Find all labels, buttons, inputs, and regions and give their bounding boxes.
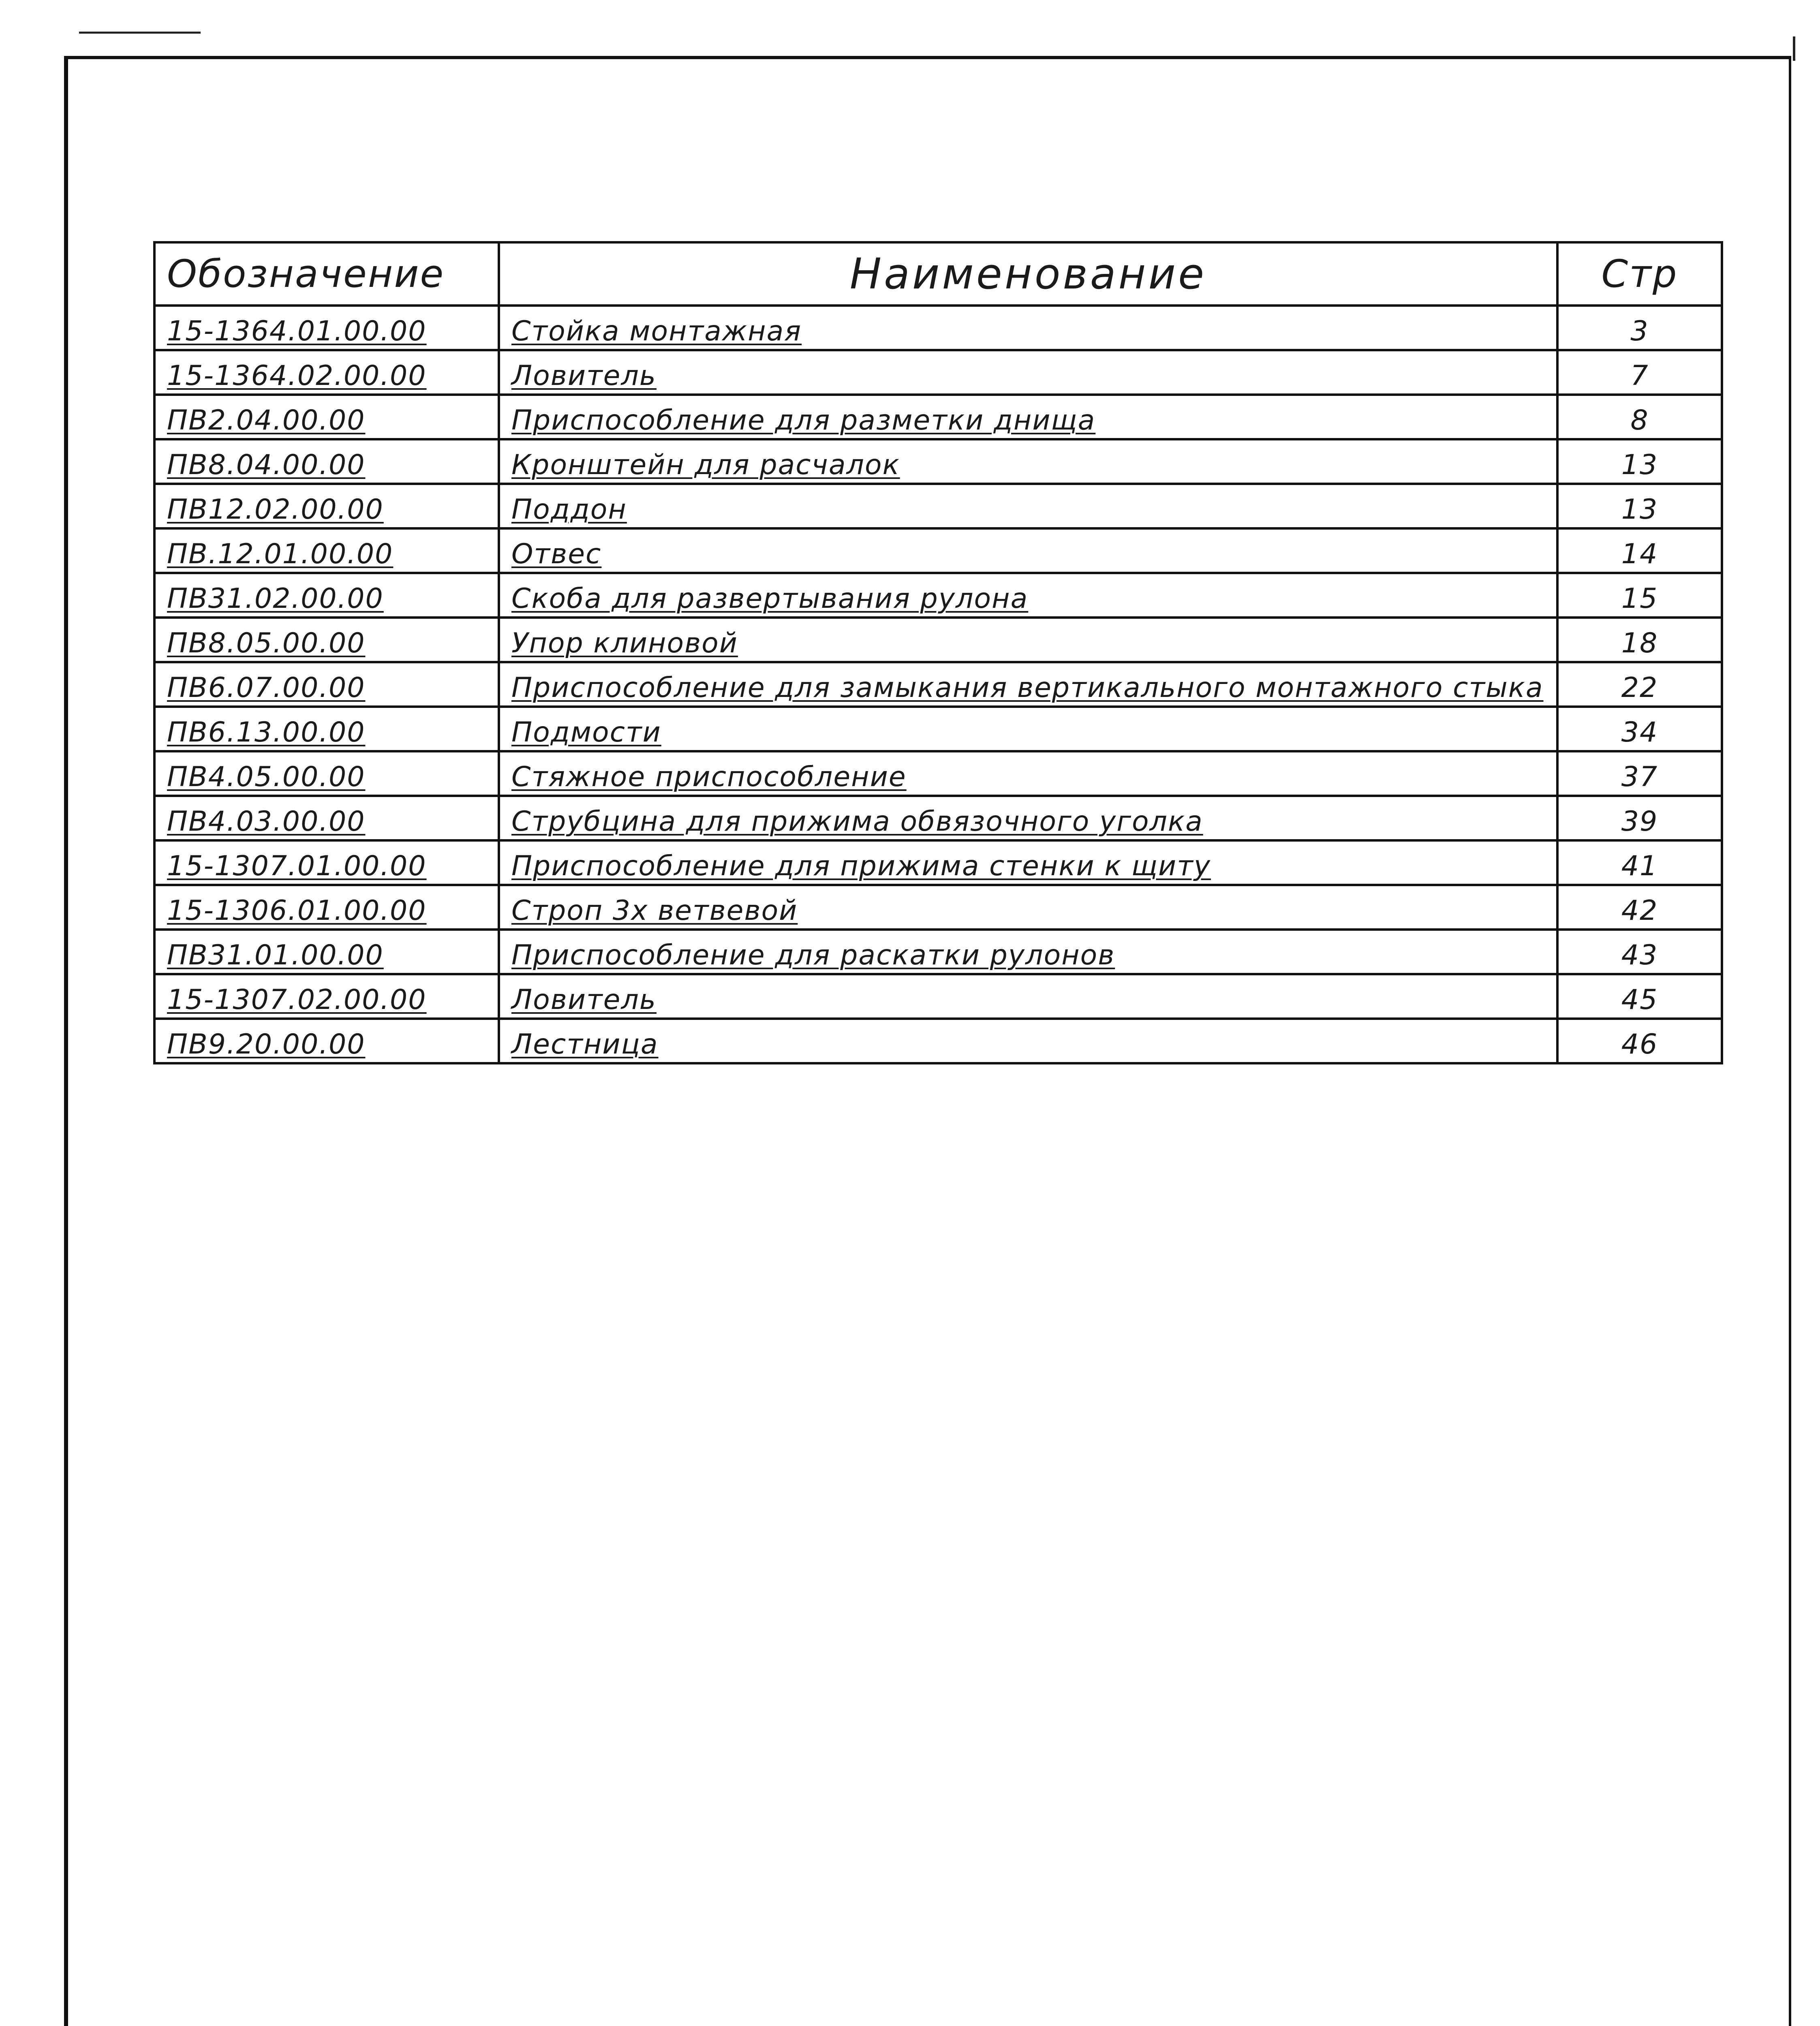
table-row — [154, 439, 1722, 484]
header-page: Стр — [1557, 242, 1722, 306]
row-designation: 15-1364.02.00.00 — [154, 350, 499, 395]
row-designation: ПВ31.01.00.00 — [154, 930, 499, 974]
frame-corner-mark — [1793, 36, 1795, 61]
table-row — [154, 974, 1722, 1019]
row-page: 43 — [1557, 930, 1722, 974]
row-name: Приспособление для разметки днища — [499, 395, 1557, 439]
table-row — [154, 573, 1722, 618]
header-name: Наименование — [499, 242, 1557, 306]
table-row — [154, 618, 1722, 662]
row-designation: ПВ2.04.00.00 — [154, 395, 499, 439]
row-name: Приспособление для замыкания вертикального монтажного стыка — [499, 662, 1557, 707]
row-designation: ПВ8.05.00.00 — [154, 618, 499, 662]
row-name: Упор клиновой — [499, 618, 1557, 662]
table-row — [154, 751, 1722, 796]
row-name: Стяжное приспособление — [499, 751, 1557, 796]
table-body — [154, 306, 1722, 1063]
row-designation: ПВ31.02.00.00 — [154, 573, 499, 618]
table-row — [154, 930, 1722, 974]
table-row — [154, 306, 1722, 350]
row-designation: 15-1306.01.00.00 — [154, 885, 499, 930]
row-designation: ПВ6.13.00.00 — [154, 707, 499, 751]
row-page: 8 — [1557, 395, 1722, 439]
row-name: Скоба для развертывания рулона — [499, 573, 1557, 618]
row-designation: ПВ8.04.00.00 — [154, 439, 499, 484]
table-row — [154, 707, 1722, 751]
row-name: Отвес — [499, 528, 1557, 573]
row-page: 14 — [1557, 528, 1722, 573]
row-designation: ПВ.12.01.00.00 — [154, 528, 499, 573]
row-name: Стойка монтажная — [499, 306, 1557, 350]
row-name: Поддон — [499, 484, 1557, 528]
row-page: 18 — [1557, 618, 1722, 662]
row-page: 13 — [1557, 484, 1722, 528]
table-row — [154, 350, 1722, 395]
row-page: 41 — [1557, 840, 1722, 885]
table-row — [154, 662, 1722, 707]
row-name: Подмости — [499, 707, 1557, 751]
row-name: Ловитель — [499, 350, 1557, 395]
row-designation: ПВ6.07.00.00 — [154, 662, 499, 707]
row-name: Приспособление для прижима стенки к щиту — [499, 840, 1557, 885]
contents-table — [153, 241, 1723, 1064]
header-designation: Обозначение — [154, 242, 499, 306]
row-page: 15 — [1557, 573, 1722, 618]
row-page: 42 — [1557, 885, 1722, 930]
row-page: 3 — [1557, 306, 1722, 350]
row-name: Приспособление для раскатки рулонов — [499, 930, 1557, 974]
row-page: 7 — [1557, 350, 1722, 395]
row-page: 37 — [1557, 751, 1722, 796]
row-designation: ПВ4.03.00.00 — [154, 796, 499, 840]
row-page: 39 — [1557, 796, 1722, 840]
table-row — [154, 796, 1722, 840]
row-name: Струбцина для прижима обвязочного уголка — [499, 796, 1557, 840]
row-designation: ПВ4.05.00.00 — [154, 751, 499, 796]
row-designation: ПВ12.02.00.00 — [154, 484, 499, 528]
table-row — [154, 840, 1722, 885]
sheet-top-line — [79, 32, 201, 34]
table-header-row — [154, 242, 1722, 306]
table-row — [154, 528, 1722, 573]
row-page: 13 — [1557, 439, 1722, 484]
table-row — [154, 484, 1722, 528]
row-name: Лестница — [499, 1019, 1557, 1063]
table-row — [154, 395, 1722, 439]
row-page: 34 — [1557, 707, 1722, 751]
table-row — [154, 885, 1722, 930]
row-name: Кронштейн для расчалок — [499, 439, 1557, 484]
row-designation: 15-1307.02.00.00 — [154, 974, 499, 1019]
row-page: 22 — [1557, 662, 1722, 707]
row-page: 45 — [1557, 974, 1722, 1019]
row-designation: ПВ9.20.00.00 — [154, 1019, 499, 1063]
table-row — [154, 1019, 1722, 1063]
row-designation: 15-1364.01.00.00 — [154, 306, 499, 350]
row-designation: 15-1307.01.00.00 — [154, 840, 499, 885]
row-name: Ловитель — [499, 974, 1557, 1019]
row-name: Строп 3х ветвевой — [499, 885, 1557, 930]
row-page: 46 — [1557, 1019, 1722, 1063]
